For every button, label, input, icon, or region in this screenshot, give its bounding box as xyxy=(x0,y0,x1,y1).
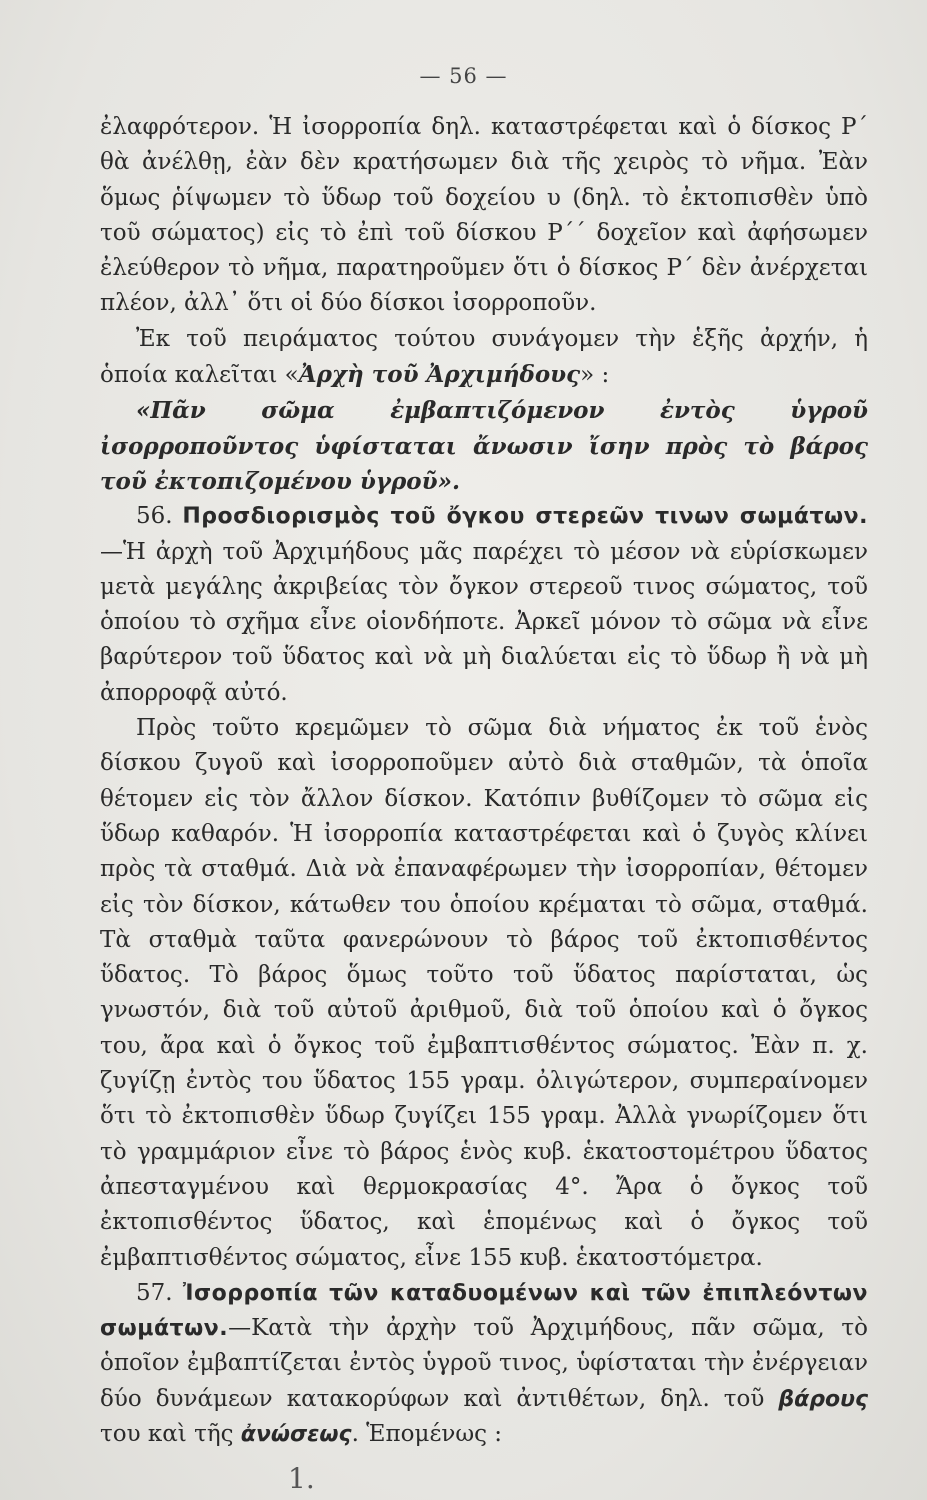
section-text: . Ἑπομένως : xyxy=(351,1420,503,1447)
emphasis-baros: βάρους xyxy=(778,1386,868,1412)
footer-mark: 1. xyxy=(288,1462,315,1495)
section-title: Ἰσορροπία τῶν καταδυομένων καὶ τῶν ἐπιπλεόντων σωμάτων. xyxy=(100,1280,868,1342)
body-text xyxy=(100,110,868,1452)
section-57 xyxy=(100,1276,868,1452)
section-number: 57. xyxy=(136,1279,173,1306)
emphasis-anosis: ἀνώσεως xyxy=(240,1421,352,1447)
page-number: — 56 — xyxy=(419,64,508,88)
paragraph xyxy=(100,322,868,394)
paragraph: ἐλαφρότερον. Ἡ ἰσορροπία δηλ. καταστρέφεται καὶ ὁ δίσκος Ρ΄ θὰ ἀνέλθῃ, ἐὰν δὲν κρατήσωμεν διὰ τῆς χειρὸς τὸ νῆμα. Ἐὰν ὅμως ῥίψωμεν τὸ ὕδωρ τοῦ δοχείου υ (δηλ. τὸ ἐκτοπισθὲν ὑπὸ τοῦ σώματος) εἰς τὸ ἐπὶ τοῦ δίσκου Ρ΄΄ δοχεῖον καὶ ἀφήσωμεν ἐλεύθερον τὸ νῆμα, παρατηροῦμεν ὅτι ὁ δίσκος Ρ΄ δὲν ἀνέρχεται πλέον, ἀλλ᾽ ὅτι οἱ δύο δίσκοι ἰσορροποῦν. xyxy=(100,114,868,317)
section-text: —Ἡ ἀρχὴ τοῦ Ἀρχιμήδους μᾶς παρέχει τὸ μέσον νὰ εὑρίσκωμεν μετὰ μεγάλης ἀκριβείας τὸν ὄγκον στερεοῦ τινος σώματος, τοῦ ὁποίου τὸ σχῆμα εἶνε οἱονδήποτε. Ἀρκεῖ μόνον τὸ σῶμα νὰ εἶνε βαρύτερον τοῦ ὕδατος καὶ νὰ μὴ διαλύεται εἰς τὸ ὕδωρ ἢ νὰ μὴ ἀπορροφᾷ αὐτό. xyxy=(100,538,868,706)
principle-name: Ἀρχὴ τοῦ Ἀρχιμήδους xyxy=(298,361,581,389)
section-text: —Κατὰ τὴν ἀρχὴν τοῦ Ἀρχιμήδους, πᾶν σῶμα, τὸ ὁποῖον ἐμβαπτίζεται ἐντὸς ὑγροῦ τινος, ὑφίσταται τὴν ἐνέργειαν δύο δυνάμεων κατακορύφων καὶ ἀντιθέτων, δηλ. τοῦ xyxy=(100,1315,868,1412)
section-56 xyxy=(100,499,868,711)
paragraph-text: » : xyxy=(580,362,610,389)
paragraph: Πρὸς τοῦτο κρεμῶμεν τὸ σῶμα διὰ νήματος ἐκ τοῦ ἑνὸς δίσκου ζυγοῦ καὶ ἰσορροποῦμεν αὐτὸ διὰ σταθμῶν, τὰ ὁποῖα θέτομεν εἰς τὸν ἄλλον δίσκον. Κατόπιν βυθίζομεν τὸ σῶμα εἰς ὕδωρ καθαρόν. Ἡ ἰσορροπία καταστρέφεται καὶ ὁ ζυγὸς κλίνει πρὸς τὰ σταθμά. Διὰ νὰ ἐπαναφέρωμεν τὴν ἰσορροπίαν, θέτομεν εἰς τὸν δίσκον, κάτωθεν του ὁποίου κρέμαται τὸ σῶμα, σταθμά. Τὰ σταθμὰ ταῦτα φανερώνουν τὸ βάρος τοῦ ἐκτοπισθέντος ὕδατος. Τὸ βάρος ὅμως τοῦτο τοῦ ὕδατος παρίσταται, ὡς γνωστόν, διὰ τοῦ αὐτοῦ ἀριθμοῦ, διὰ τοῦ ὁποίου καὶ ὁ ὄγκος του, ἄρα καὶ ὁ ὄγκος τοῦ ἐμβαπτισθέντος σώματος. Ἐὰν π. χ. ζυγίζῃ ἐντὸς του ὕδατος 155 γραμ. ὀλιγώτερον, συμπεραίνομεν ὅτι τὸ ἐκτοπισθὲν ὕδωρ ζυγίζει 155 γραμ. Ἀλλὰ γνωρίζομεν ὅτι τὸ γραμμάριον εἶνε τὸ βάρος ἑνὸς κυβ. ἑκατοστομέτρου ὕδατος ἀπεσταγμένου καὶ θερμοκρασίας 4°. Ἄρα ὁ ὄγκος τοῦ ἐκτοπισθέντος ὕδατος, καὶ ἑπομένως καὶ ὁ ὄγκος τοῦ ἐμβαπτισθέντος σώματος, εἶνε 155 κυβ. ἑκατοστόμετρα. xyxy=(100,715,868,1271)
section-number: 56. xyxy=(136,503,173,530)
section-title: Προσδιορισμὸς τοῦ ὄγκου στερεῶν τινων σωμάτων. xyxy=(182,504,868,530)
section-text: του καὶ τῆς xyxy=(100,1420,241,1447)
paragraph-text: Ἐκ τοῦ πειράματος τούτου συνάγομεν τὴν ἑξῆς ἀρχήν, ἡ ὁποία καλεῖται « xyxy=(100,325,868,389)
principle-statement: «Πᾶν σῶμα ἐμβαπτιζόμενον ἐντὸς ὑγροῦ ἰσορροποῦντος ὑφίσταται ἄνωσιν ἴσην πρὸς τὸ βάρος τοῦ ἐκτοπιζομένου ὑγροῦ». xyxy=(100,397,868,495)
